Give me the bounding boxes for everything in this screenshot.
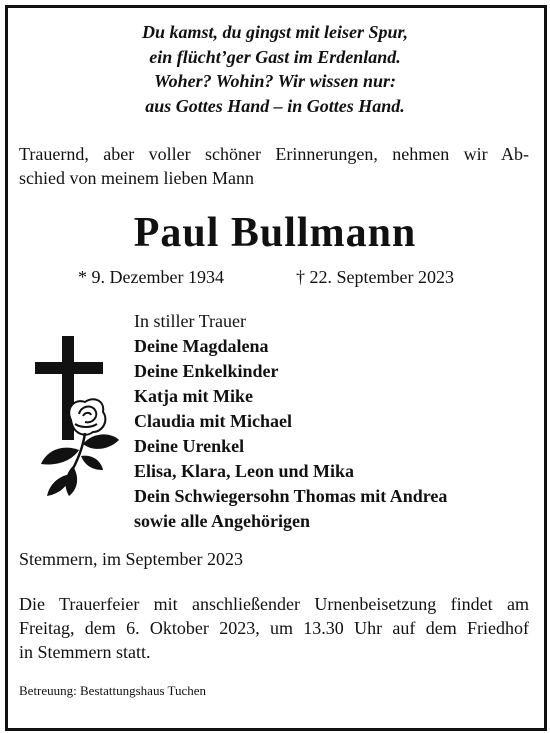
mourner-line: Elisa, Klara, Leon und Mika	[134, 461, 355, 481]
mourner-line: Katja mit Mike	[134, 386, 253, 406]
mourner-line: sowie alle Angehörigen	[134, 511, 310, 531]
funeral-service-text	[19, 592, 529, 664]
mourner-line: Deine Enkelkinder	[134, 361, 279, 381]
deceased-name: Paul Bullmann	[133, 210, 417, 256]
poem-line: ein flücht’ger Gast im Erdenland.	[149, 46, 401, 67]
service-line: Freitag, dem 6. Oktober 2023, um 13.30 Uhr auf dem Friedhof	[19, 618, 529, 638]
mourners-heading: In stiller Trauer	[134, 311, 246, 331]
service-line: Die Trauerfeier mit anschließender Urnenbeisetzung findet am	[19, 594, 529, 614]
poem	[0, 20, 550, 118]
intro-line: schied von meinem lieben Mann	[19, 168, 254, 188]
service-line: in Stemmern statt.	[19, 642, 151, 662]
poem-line: aus Gottes Hand – in Gottes Hand.	[145, 95, 405, 116]
poem-line: Du kamst, du gingst mit leiser Spur,	[141, 22, 409, 42]
intro-text	[19, 142, 529, 190]
intro-line: Trauernd, aber voller schöner Erinnerungen, nehmen wir Ab-	[19, 144, 529, 164]
cross-with-rose-icon	[35, 336, 121, 498]
mourner-line: Deine Urenkel	[134, 436, 245, 456]
mourner-line: Claudia mit Michael	[134, 411, 292, 431]
place-and-date: Stemmern, im September 2023	[19, 549, 243, 569]
death-date: † 22. September 2023	[296, 267, 454, 287]
mourners-list	[134, 309, 447, 534]
mourner-line: Deine Magdalena	[134, 336, 269, 356]
mourner-line: Dein Schwiegersohn Thomas mit Andrea	[134, 486, 448, 506]
birth-date: * 9. Dezember 1934	[78, 267, 224, 287]
poem-line: Woher? Wohin? Wir wissen nur:	[153, 71, 397, 91]
funeral-home-credit: Betreuung: Bestattungshaus Tuchen	[19, 683, 207, 698]
